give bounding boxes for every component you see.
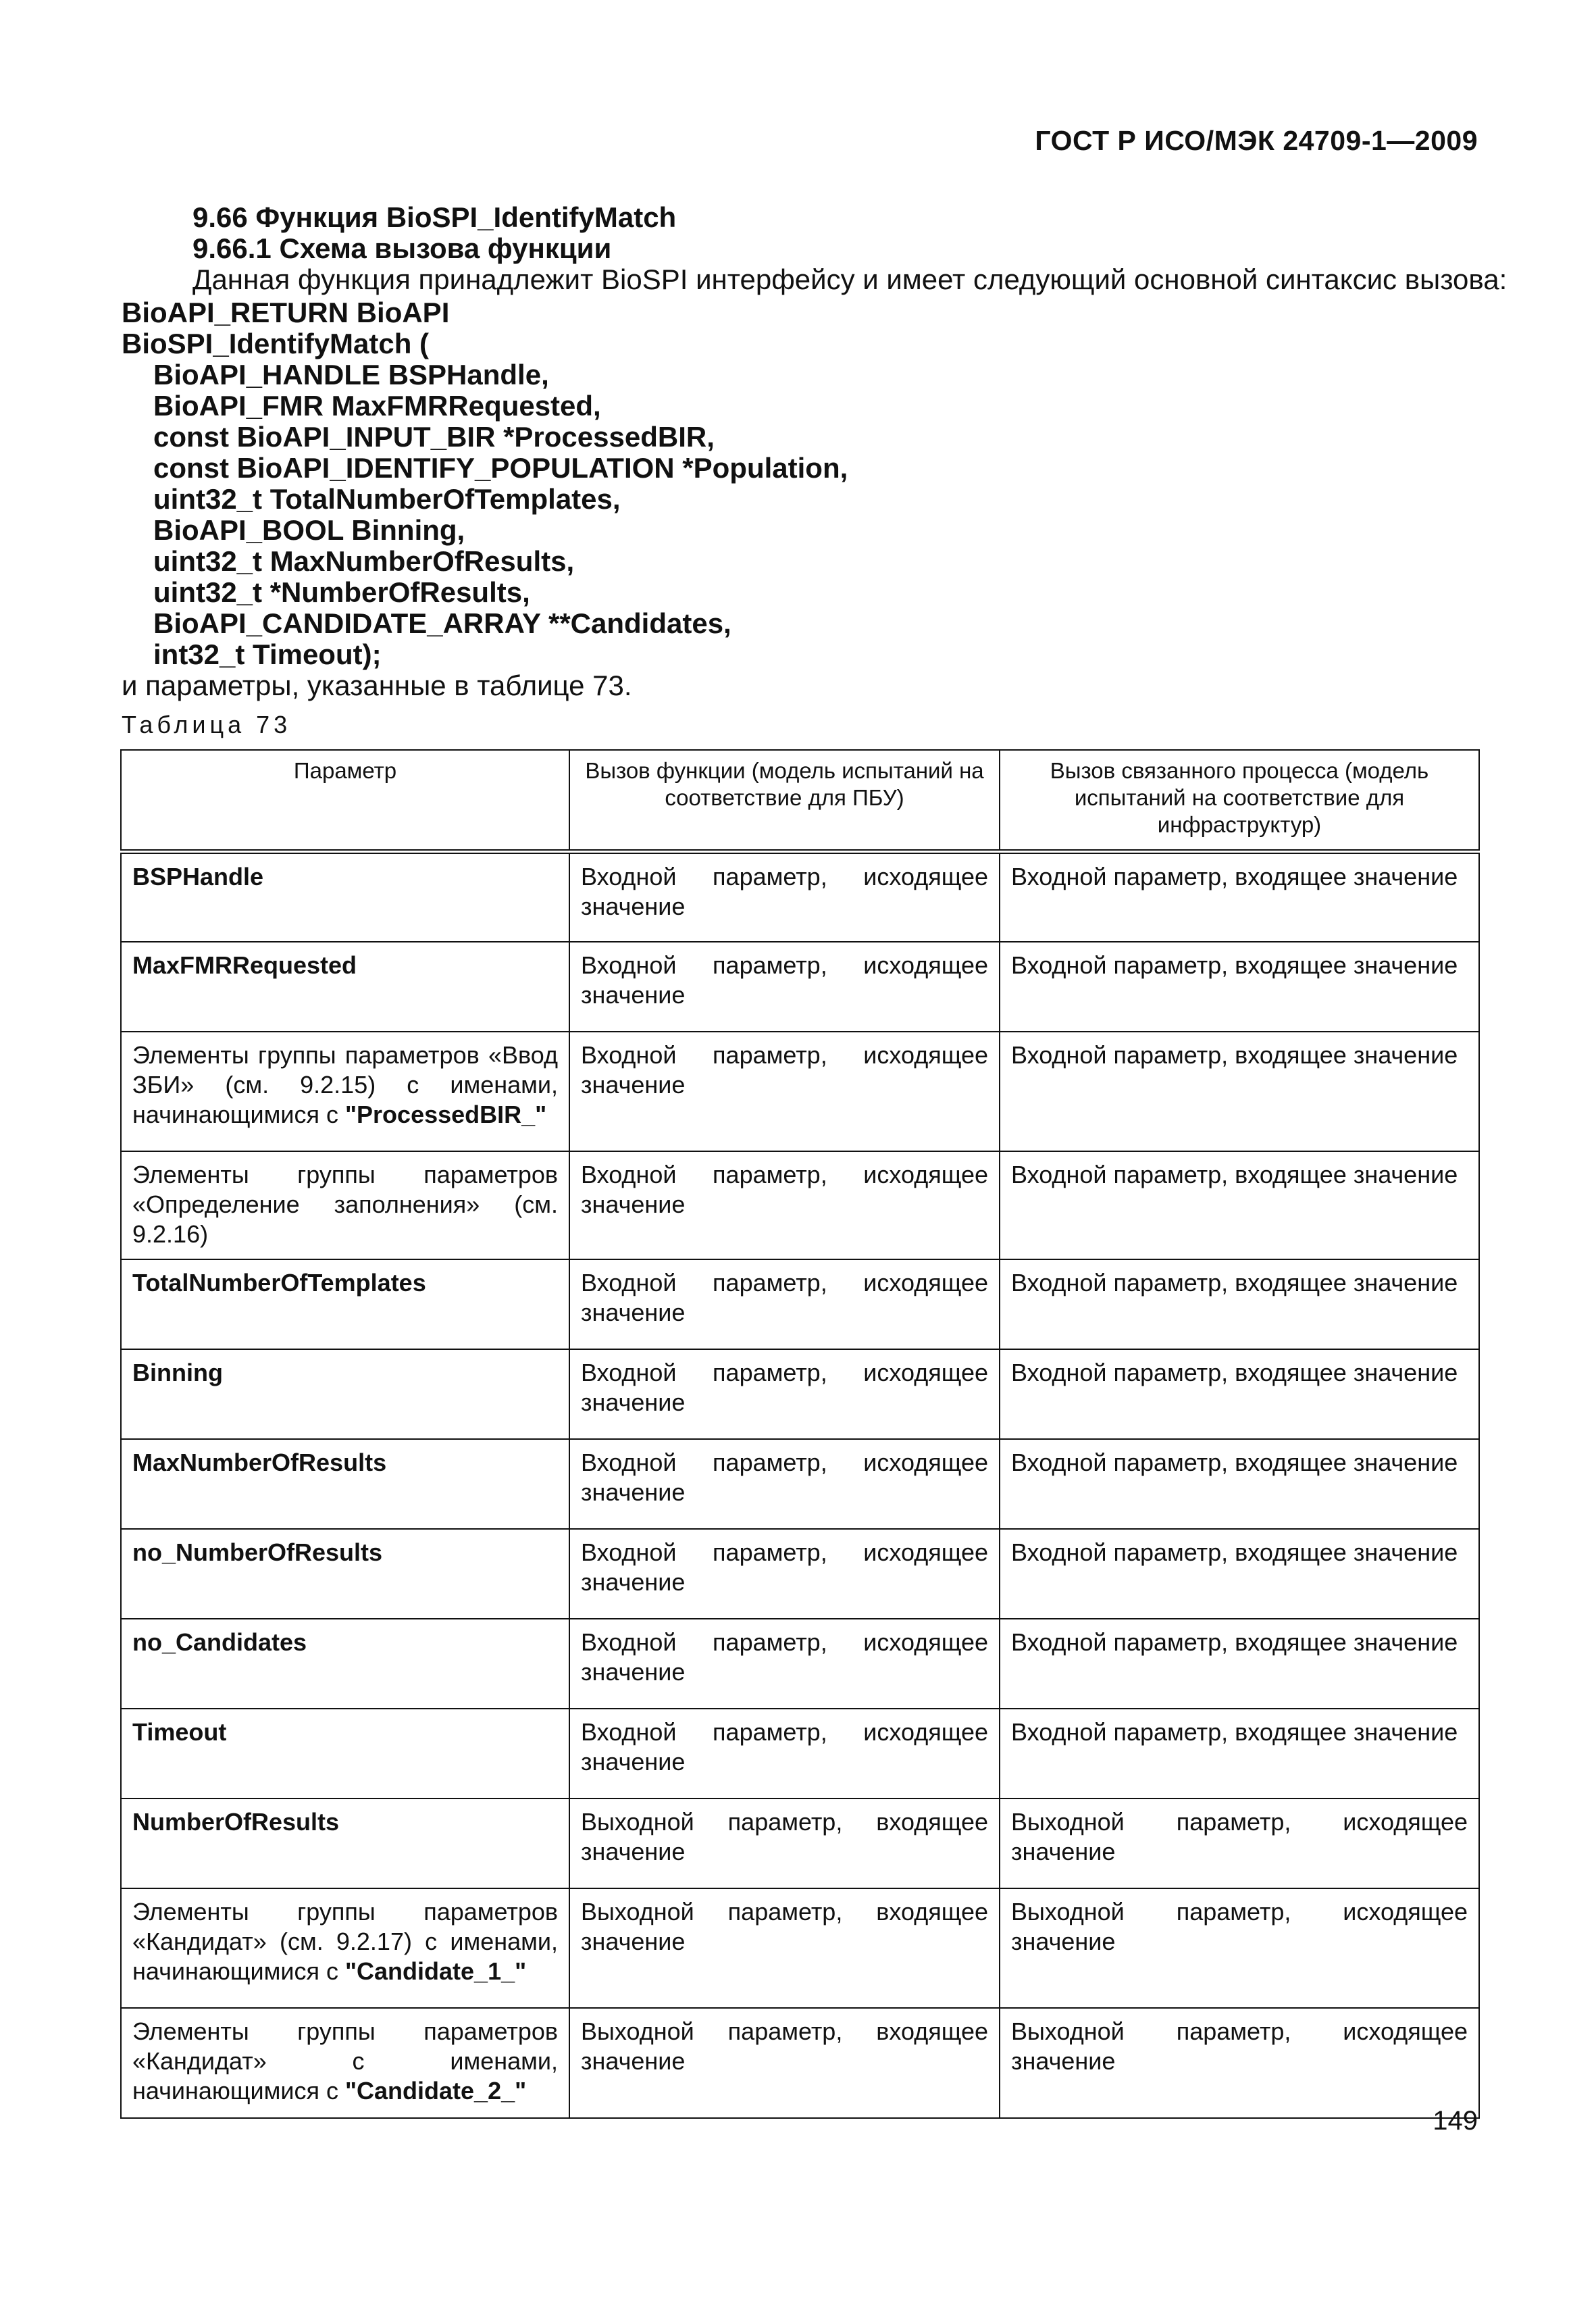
table-header-row	[121, 750, 1479, 852]
syntax-param: BioAPI_HANDLE BSPHandle,	[153, 359, 549, 391]
page-number: 149	[1433, 2106, 1478, 2136]
function-call-cell: Входной параметр, исходящее значение	[569, 942, 1000, 1032]
syntax-param: uint32_t *NumberOfResults,	[153, 576, 530, 608]
function-call-cell: Входной параметр, исходящее значение	[569, 1032, 1000, 1151]
table-row	[121, 852, 1479, 942]
syntax-param: const BioAPI_IDENTIFY_POPULATION *Population,	[153, 452, 848, 484]
related-process-cell: Входной параметр, входящее значение	[1000, 1349, 1479, 1439]
related-process-cell: Входной параметр, входящее значение	[1000, 1709, 1479, 1799]
param-name: Binning	[121, 1349, 569, 1439]
param-description	[121, 1888, 569, 2008]
param-name: TotalNumberOfTemplates	[121, 1259, 569, 1349]
param-name: no_Candidates	[121, 1619, 569, 1709]
syntax-param: int32_t Timeout);	[153, 638, 382, 670]
param-name: Timeout	[121, 1709, 569, 1799]
table-row	[121, 1439, 1479, 1529]
related-process-cell: Входной параметр, входящее значение	[1000, 852, 1479, 942]
param-description-text: Элементы группы параметров «Ввод ЗБИ» (см. 9.2.15) с именами, начинающимися с	[132, 1040, 558, 1128]
param-description: Элементы группы параметров «Определение заполнения» (см. 9.2.16)	[121, 1151, 569, 1259]
param-name: MaxFMRRequested	[121, 942, 569, 1032]
table-row	[121, 1349, 1479, 1439]
function-call-cell: Входной параметр, исходящее значение	[569, 1439, 1000, 1529]
function-call-cell: Входной параметр, исходящее значение	[569, 1529, 1000, 1619]
function-call-cell: Выходной параметр, входящее значение	[569, 2008, 1000, 2118]
intro-paragraph: Данная функция принадлежит BioSPI интерфейсу и имеет следующий основной синтаксис вызова:	[192, 263, 1508, 295]
table-row	[121, 1888, 1479, 2008]
param-name-prefix: "ProcessedBIR_"	[344, 1100, 547, 1128]
function-call-cell: Выходной параметр, входящее значение	[569, 1888, 1000, 2008]
table-row	[121, 942, 1479, 1032]
function-call-cell: Входной параметр, исходящее значение	[569, 1349, 1000, 1439]
syntax-param: BioAPI_FMR MaxFMRRequested,	[153, 390, 601, 422]
param-name: MaxNumberOfResults	[121, 1439, 569, 1529]
related-process-cell: Выходной параметр, исходящее значение	[1000, 1799, 1479, 1888]
syntax-param: uint32_t MaxNumberOfResults,	[153, 545, 575, 577]
table-row	[121, 1259, 1479, 1349]
param-description-text: Элементы группы параметров «Кандидат» (см. 9.2.17) с именами, начинающимися с	[132, 1897, 558, 1985]
table-row	[121, 1799, 1479, 1888]
related-process-cell: Входной параметр, входящее значение	[1000, 1259, 1479, 1349]
param-description	[121, 2008, 569, 2118]
related-process-cell: Выходной параметр, исходящее значение	[1000, 2008, 1479, 2118]
related-process-cell: Входной параметр, входящее значение	[1000, 1619, 1479, 1709]
param-name-prefix: "Candidate_1_"	[344, 1957, 527, 1985]
related-process-cell: Входной параметр, входящее значение	[1000, 1529, 1479, 1619]
header-related-process: Вызов связанного процесса (модель испытаний на соответствие для инфраструктур)	[1000, 750, 1479, 852]
function-syntax	[122, 297, 848, 701]
syntax-function-line: BioSPI_IdentifyMatch (	[122, 328, 430, 359]
table-row	[121, 2008, 1479, 2118]
function-call-cell: Входной параметр, исходящее значение	[569, 852, 1000, 942]
param-name: no_NumberOfResults	[121, 1529, 569, 1619]
table-caption: Таблица 73	[122, 711, 292, 738]
syntax-param: const BioAPI_INPUT_BIR *ProcessedBIR,	[153, 421, 715, 453]
header-parameter: Параметр	[121, 750, 569, 852]
function-call-cell: Входной параметр, исходящее значение	[569, 1151, 1000, 1259]
related-process-cell: Входной параметр, входящее значение	[1000, 942, 1479, 1032]
table-row	[121, 1032, 1479, 1151]
syntax-param: BioAPI_BOOL Binning,	[153, 514, 465, 546]
function-call-cell: Выходной параметр, входящее значение	[569, 1799, 1000, 1888]
syntax-param: BioAPI_CANDIDATE_ARRAY **Candidates,	[153, 607, 731, 639]
related-process-cell: Входной параметр, входящее значение	[1000, 1032, 1479, 1151]
related-process-cell: Выходной параметр, исходящее значение	[1000, 1888, 1479, 2008]
function-call-cell: Входной параметр, исходящее значение	[569, 1259, 1000, 1349]
param-name: NumberOfResults	[121, 1799, 569, 1888]
table-row	[121, 1619, 1479, 1709]
function-call-cell: Входной параметр, исходящее значение	[569, 1709, 1000, 1799]
header-function-call: Вызов функции (модель испытаний на соответствие для ПБУ)	[569, 750, 1000, 852]
syntax-outro: и параметры, указанные в таблице 73.	[122, 670, 632, 701]
param-name-prefix: "Candidate_2_"	[344, 2076, 527, 2105]
related-process-cell: Входной параметр, входящее значение	[1000, 1151, 1479, 1259]
related-process-cell: Входной параметр, входящее значение	[1000, 1439, 1479, 1529]
section-title: 9.66 Функция BioSPI_IdentifyMatch	[192, 201, 677, 233]
syntax-param: uint32_t TotalNumberOfTemplates,	[153, 483, 621, 515]
syntax-return-line: BioAPI_RETURN BioAPI	[122, 297, 450, 328]
param-description	[121, 1032, 569, 1151]
subsection-title: 9.66.1 Схема вызова функции	[192, 232, 612, 264]
table-row	[121, 1709, 1479, 1799]
table-row	[121, 1529, 1479, 1619]
param-description-text: Элементы группы параметров «Кандидат» с именами, начинающимися с	[132, 2017, 558, 2105]
function-call-cell: Входной параметр, исходящее значение	[569, 1619, 1000, 1709]
param-name: BSPHandle	[121, 852, 569, 942]
table-row	[121, 1151, 1479, 1259]
standard-designation: ГОСТ Р ИСО/МЭК 24709-1—2009	[1035, 125, 1478, 156]
parameters-table	[120, 749, 1480, 2119]
